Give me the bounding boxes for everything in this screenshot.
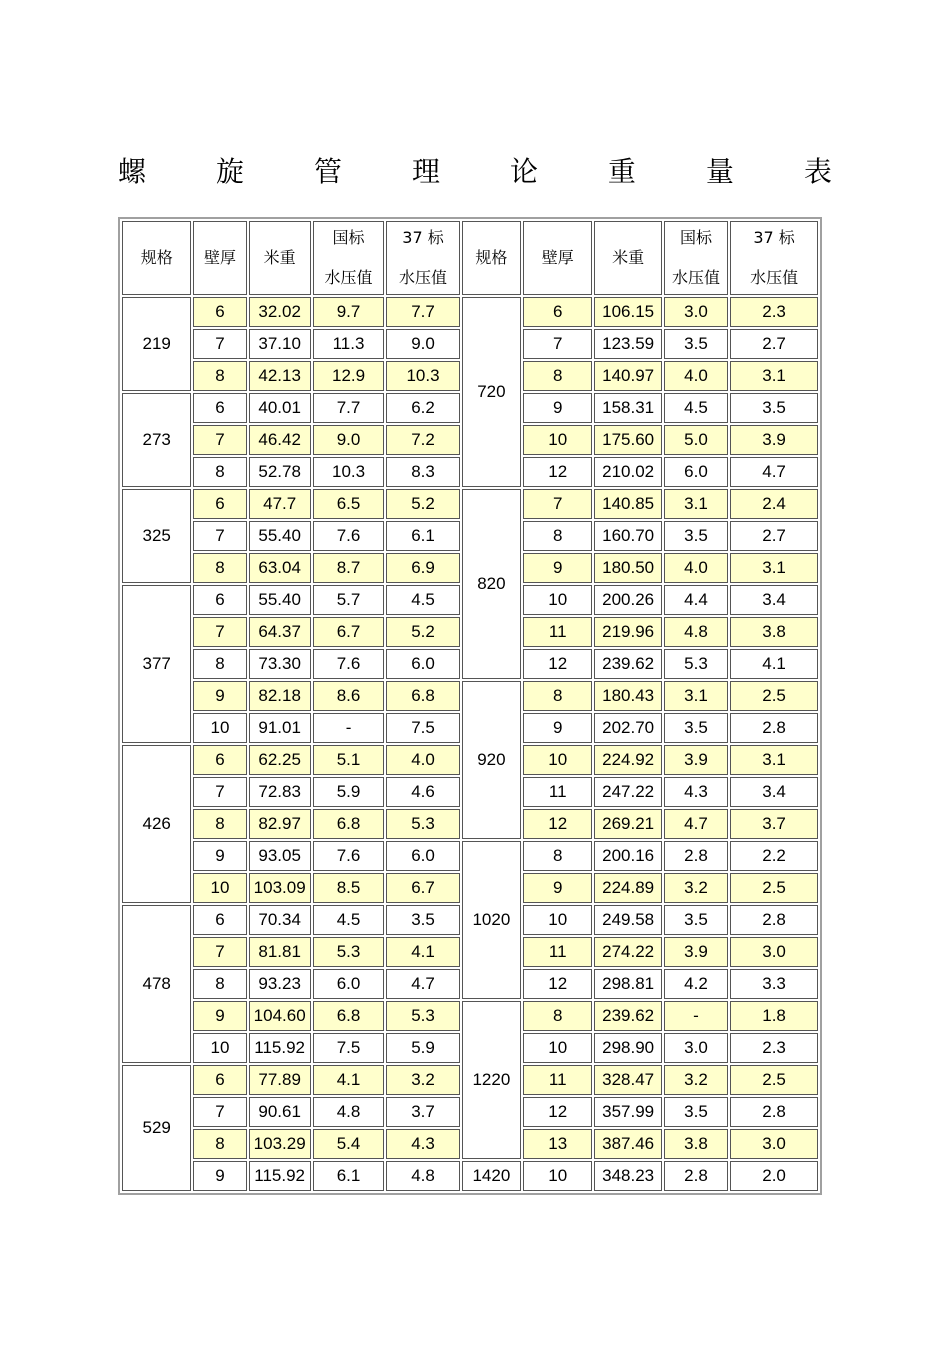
wall-thickness-cell: 11 — [523, 777, 592, 807]
std37-pressure-cell: 5.3 — [386, 809, 460, 839]
meter-weight-cell: 55.40 — [249, 521, 311, 551]
gb-pressure-cell: 2.8 — [664, 1161, 728, 1191]
gb-pressure-cell: 3.9 — [664, 937, 728, 967]
header-row — [122, 221, 818, 295]
meter-weight-cell: 219.96 — [594, 617, 661, 647]
gb-pressure-cell: 3.5 — [664, 329, 728, 359]
gb-pressure-cell: 10.3 — [313, 457, 384, 487]
std37-pressure-cell: 2.8 — [730, 713, 818, 743]
title-char: 螺 — [118, 155, 147, 188]
meter-weight-cell: 77.89 — [249, 1065, 311, 1095]
meter-weight-cell: 160.70 — [594, 521, 661, 551]
std37-pressure-cell: 3.8 — [730, 617, 818, 647]
gb-pressure-cell: 8.7 — [313, 553, 384, 583]
std37-pressure-cell: 6.8 — [386, 681, 460, 711]
header-37-pressure: 37 标 水压值 — [386, 221, 460, 295]
title-char: 管 — [313, 155, 342, 188]
meter-weight-cell: 115.92 — [249, 1161, 311, 1191]
header-spec: 规格 — [122, 221, 191, 295]
gb-pressure-cell: - — [313, 713, 384, 743]
wall-thickness-cell: 6 — [193, 489, 246, 519]
std37-pressure-cell: 4.3 — [386, 1129, 460, 1159]
std37-pressure-cell: 3.5 — [730, 393, 818, 423]
meter-weight-cell: 81.81 — [249, 937, 311, 967]
std37-pressure-cell: 4.6 — [386, 777, 460, 807]
wall-thickness-cell: 6 — [523, 297, 592, 327]
spec-cell: 377 — [122, 585, 191, 743]
gb-pressure-cell: 5.3 — [664, 649, 728, 679]
wall-thickness-cell: 7 — [193, 329, 246, 359]
meter-weight-cell: 103.29 — [249, 1129, 311, 1159]
wall-thickness-cell: 8 — [193, 1129, 246, 1159]
gb-pressure-cell: 3.0 — [664, 297, 728, 327]
wall-thickness-cell: 10 — [193, 873, 246, 903]
gb-pressure-cell: 3.2 — [664, 1065, 728, 1095]
std37-pressure-cell: 6.2 — [386, 393, 460, 423]
meter-weight-cell: 91.01 — [249, 713, 311, 743]
meter-weight-cell: 200.26 — [594, 585, 661, 615]
std37-pressure-cell: 3.1 — [730, 745, 818, 775]
meter-weight-cell: 328.47 — [594, 1065, 661, 1095]
std37-pressure-cell: 3.4 — [730, 585, 818, 615]
page-title — [118, 150, 832, 190]
std37-pressure-cell: 2.5 — [730, 1065, 818, 1095]
wall-thickness-cell: 10 — [523, 425, 592, 455]
std37-pressure-cell: 3.1 — [730, 361, 818, 391]
meter-weight-cell: 348.23 — [594, 1161, 661, 1191]
wall-thickness-cell: 7 — [193, 425, 246, 455]
header-wall-thickness: 壁厚 — [523, 221, 592, 295]
wall-thickness-cell: 10 — [523, 905, 592, 935]
wall-thickness-cell: 11 — [523, 937, 592, 967]
gb-pressure-cell: 3.0 — [664, 1033, 728, 1063]
std37-pressure-cell: 4.8 — [386, 1161, 460, 1191]
meter-weight-cell: 93.23 — [249, 969, 311, 999]
wall-thickness-cell: 6 — [193, 745, 246, 775]
std37-pressure-cell: 2.8 — [730, 905, 818, 935]
std37-pressure-cell: 4.1 — [386, 937, 460, 967]
meter-weight-cell: 104.60 — [249, 1001, 311, 1031]
std37-pressure-cell: 2.7 — [730, 521, 818, 551]
spec-cell: 1220 — [462, 1001, 521, 1159]
gb-pressure-cell: 6.1 — [313, 1161, 384, 1191]
meter-weight-cell: 46.42 — [249, 425, 311, 455]
meter-weight-cell: 239.62 — [594, 1001, 661, 1031]
gb-pressure-cell: 4.5 — [664, 393, 728, 423]
meter-weight-cell: 140.97 — [594, 361, 661, 391]
meter-weight-cell: 387.46 — [594, 1129, 661, 1159]
std37-pressure-cell: 2.8 — [730, 1097, 818, 1127]
std37-pressure-cell: 1.8 — [730, 1001, 818, 1031]
spec-cell: 478 — [122, 905, 191, 1063]
gb-pressure-cell: 3.8 — [664, 1129, 728, 1159]
gb-pressure-cell: 6.8 — [313, 809, 384, 839]
spec-cell: 720 — [462, 297, 521, 487]
std37-pressure-cell: 6.7 — [386, 873, 460, 903]
std37-pressure-cell: 3.7 — [386, 1097, 460, 1127]
std37-pressure-cell: 7.5 — [386, 713, 460, 743]
gb-pressure-cell: 4.0 — [664, 361, 728, 391]
meter-weight-cell: 123.59 — [594, 329, 661, 359]
spec-cell: 273 — [122, 393, 191, 487]
wall-thickness-cell: 11 — [523, 617, 592, 647]
meter-weight-cell: 82.97 — [249, 809, 311, 839]
std37-pressure-cell: 3.2 — [386, 1065, 460, 1095]
gb-pressure-cell: 3.1 — [664, 681, 728, 711]
gb-pressure-cell: 7.7 — [313, 393, 384, 423]
std37-pressure-cell: 9.0 — [386, 329, 460, 359]
gb-pressure-cell: 9.7 — [313, 297, 384, 327]
gb-pressure-cell: 9.0 — [313, 425, 384, 455]
meter-weight-cell: 175.60 — [594, 425, 661, 455]
wall-thickness-cell: 9 — [523, 873, 592, 903]
wall-thickness-cell: 7 — [193, 617, 246, 647]
std37-pressure-cell: 10.3 — [386, 361, 460, 391]
wall-thickness-cell: 6 — [193, 905, 246, 935]
meter-weight-cell: 72.83 — [249, 777, 311, 807]
meter-weight-cell: 180.50 — [594, 553, 661, 583]
std37-pressure-cell: 2.4 — [730, 489, 818, 519]
meter-weight-cell: 269.21 — [594, 809, 661, 839]
table-row — [122, 297, 818, 327]
wall-thickness-cell: 9 — [193, 1001, 246, 1031]
wall-thickness-cell: 8 — [193, 553, 246, 583]
wall-thickness-cell: 7 — [193, 521, 246, 551]
pipe-weight-table — [118, 217, 822, 1195]
std37-pressure-cell: 5.3 — [386, 1001, 460, 1031]
gb-pressure-cell: 7.6 — [313, 649, 384, 679]
gb-pressure-cell: 11.3 — [313, 329, 384, 359]
wall-thickness-cell: 7 — [523, 329, 592, 359]
wall-thickness-cell: 7 — [193, 777, 246, 807]
gb-pressure-cell: 6.7 — [313, 617, 384, 647]
meter-weight-cell: 249.58 — [594, 905, 661, 935]
meter-weight-cell: 158.31 — [594, 393, 661, 423]
std37-pressure-cell: 2.5 — [730, 873, 818, 903]
gb-pressure-cell: 4.2 — [664, 969, 728, 999]
title-char: 旋 — [215, 155, 244, 188]
header-meter-weight: 米重 — [594, 221, 661, 295]
wall-thickness-cell: 8 — [523, 521, 592, 551]
gb-pressure-cell: 7.6 — [313, 521, 384, 551]
gb-pressure-cell: 4.7 — [664, 809, 728, 839]
wall-thickness-cell: 7 — [193, 1097, 246, 1127]
header-37-pressure: 37 标 水压值 — [730, 221, 818, 295]
table-row — [122, 489, 818, 519]
wall-thickness-cell: 9 — [523, 713, 592, 743]
meter-weight-cell: 140.85 — [594, 489, 661, 519]
wall-thickness-cell: 13 — [523, 1129, 592, 1159]
table-row — [122, 1001, 818, 1031]
wall-thickness-cell: 8 — [523, 1001, 592, 1031]
gb-pressure-cell: 4.5 — [313, 905, 384, 935]
std37-pressure-cell: 4.7 — [386, 969, 460, 999]
meter-weight-cell: 180.43 — [594, 681, 661, 711]
gb-pressure-cell: 5.1 — [313, 745, 384, 775]
spec-cell: 820 — [462, 489, 521, 679]
std37-pressure-cell: 4.5 — [386, 585, 460, 615]
table-row — [122, 681, 818, 711]
spec-cell: 1020 — [462, 841, 521, 999]
std37-pressure-cell: 4.0 — [386, 745, 460, 775]
title-char: 论 — [509, 155, 538, 188]
meter-weight-cell: 62.25 — [249, 745, 311, 775]
gb-pressure-cell: 3.5 — [664, 1097, 728, 1127]
meter-weight-cell: 357.99 — [594, 1097, 661, 1127]
gb-pressure-cell: 8.5 — [313, 873, 384, 903]
gb-pressure-cell: 6.0 — [664, 457, 728, 487]
std37-pressure-cell: 2.7 — [730, 329, 818, 359]
wall-thickness-cell: 10 — [523, 585, 592, 615]
wall-thickness-cell: 12 — [523, 1097, 592, 1127]
gb-pressure-cell: 8.6 — [313, 681, 384, 711]
wall-thickness-cell: 8 — [523, 361, 592, 391]
wall-thickness-cell: 9 — [193, 681, 246, 711]
wall-thickness-cell: 9 — [523, 393, 592, 423]
spec-cell: 1420 — [462, 1161, 521, 1191]
gb-pressure-cell: 3.2 — [664, 873, 728, 903]
std37-pressure-cell: 2.2 — [730, 841, 818, 871]
meter-weight-cell: 239.62 — [594, 649, 661, 679]
wall-thickness-cell: 9 — [523, 553, 592, 583]
std37-pressure-cell: 3.1 — [730, 553, 818, 583]
meter-weight-cell: 210.02 — [594, 457, 661, 487]
gb-pressure-cell: 7.6 — [313, 841, 384, 871]
header-wall-thickness: 壁厚 — [193, 221, 246, 295]
std37-pressure-cell: 8.3 — [386, 457, 460, 487]
spec-cell: 529 — [122, 1065, 191, 1191]
meter-weight-cell: 224.92 — [594, 745, 661, 775]
wall-thickness-cell: 8 — [193, 649, 246, 679]
wall-thickness-cell: 8 — [523, 681, 592, 711]
meter-weight-cell: 37.10 — [249, 329, 311, 359]
std37-pressure-cell: 5.9 — [386, 1033, 460, 1063]
wall-thickness-cell: 9 — [193, 841, 246, 871]
wall-thickness-cell: 6 — [193, 393, 246, 423]
gb-pressure-cell: 2.8 — [664, 841, 728, 871]
gb-pressure-cell: 7.5 — [313, 1033, 384, 1063]
meter-weight-cell: 70.34 — [249, 905, 311, 935]
wall-thickness-cell: 10 — [523, 1033, 592, 1063]
title-char: 表 — [803, 155, 832, 188]
meter-weight-cell: 64.37 — [249, 617, 311, 647]
std37-pressure-cell: 6.0 — [386, 841, 460, 871]
header-gb-pressure: 国标 水压值 — [664, 221, 728, 295]
title-char: 理 — [411, 155, 440, 188]
gb-pressure-cell: 12.9 — [313, 361, 384, 391]
gb-pressure-cell: 4.1 — [313, 1065, 384, 1095]
gb-pressure-cell: 3.9 — [664, 745, 728, 775]
spec-cell: 920 — [462, 681, 521, 839]
meter-weight-cell: 55.40 — [249, 585, 311, 615]
gb-pressure-cell: 3.5 — [664, 905, 728, 935]
meter-weight-cell: 202.70 — [594, 713, 661, 743]
gb-pressure-cell: 4.8 — [313, 1097, 384, 1127]
std37-pressure-cell: 7.2 — [386, 425, 460, 455]
wall-thickness-cell: 12 — [523, 969, 592, 999]
std37-pressure-cell: 3.9 — [730, 425, 818, 455]
wall-thickness-cell: 8 — [193, 457, 246, 487]
std37-pressure-cell: 4.7 — [730, 457, 818, 487]
wall-thickness-cell: 12 — [523, 649, 592, 679]
meter-weight-cell: 224.89 — [594, 873, 661, 903]
meter-weight-cell: 93.05 — [249, 841, 311, 871]
table-row — [122, 1161, 818, 1191]
gb-pressure-cell: 6.8 — [313, 1001, 384, 1031]
title-char: 重 — [607, 155, 636, 188]
wall-thickness-cell: 8 — [193, 969, 246, 999]
meter-weight-cell: 63.04 — [249, 553, 311, 583]
gb-pressure-cell: 5.4 — [313, 1129, 384, 1159]
table-row — [122, 841, 818, 871]
std37-pressure-cell: 5.2 — [386, 489, 460, 519]
std37-pressure-cell: 3.0 — [730, 937, 818, 967]
wall-thickness-cell: 9 — [193, 1161, 246, 1191]
meter-weight-cell: 274.22 — [594, 937, 661, 967]
gb-pressure-cell: 4.8 — [664, 617, 728, 647]
wall-thickness-cell: 8 — [193, 809, 246, 839]
meter-weight-cell: 298.90 — [594, 1033, 661, 1063]
wall-thickness-cell: 6 — [193, 297, 246, 327]
std37-pressure-cell: 5.2 — [386, 617, 460, 647]
wall-thickness-cell: 6 — [193, 585, 246, 615]
meter-weight-cell: 40.01 — [249, 393, 311, 423]
std37-pressure-cell: 2.0 — [730, 1161, 818, 1191]
gb-pressure-cell: 5.7 — [313, 585, 384, 615]
meter-weight-cell: 47.7 — [249, 489, 311, 519]
wall-thickness-cell: 7 — [523, 489, 592, 519]
meter-weight-cell: 42.13 — [249, 361, 311, 391]
std37-pressure-cell: 3.0 — [730, 1129, 818, 1159]
gb-pressure-cell: 4.3 — [664, 777, 728, 807]
gb-pressure-cell: 5.0 — [664, 425, 728, 455]
spec-cell: 219 — [122, 297, 191, 391]
meter-weight-cell: 115.92 — [249, 1033, 311, 1063]
std37-pressure-cell: 3.4 — [730, 777, 818, 807]
spec-cell: 325 — [122, 489, 191, 583]
gb-pressure-cell: - — [664, 1001, 728, 1031]
meter-weight-cell: 200.16 — [594, 841, 661, 871]
gb-pressure-cell: 5.9 — [313, 777, 384, 807]
std37-pressure-cell: 6.0 — [386, 649, 460, 679]
meter-weight-cell: 247.22 — [594, 777, 661, 807]
title-char: 量 — [705, 155, 734, 188]
std37-pressure-cell: 6.1 — [386, 521, 460, 551]
header-spec: 规格 — [462, 221, 521, 295]
header-meter-weight: 米重 — [249, 221, 311, 295]
std37-pressure-cell: 3.3 — [730, 969, 818, 999]
std37-pressure-cell: 4.1 — [730, 649, 818, 679]
gb-pressure-cell: 5.3 — [313, 937, 384, 967]
meter-weight-cell: 73.30 — [249, 649, 311, 679]
wall-thickness-cell: 12 — [523, 457, 592, 487]
std37-pressure-cell: 2.3 — [730, 1033, 818, 1063]
meter-weight-cell: 32.02 — [249, 297, 311, 327]
std37-pressure-cell: 2.5 — [730, 681, 818, 711]
meter-weight-cell: 52.78 — [249, 457, 311, 487]
std37-pressure-cell: 3.5 — [386, 905, 460, 935]
wall-thickness-cell: 6 — [193, 1065, 246, 1095]
gb-pressure-cell: 3.5 — [664, 521, 728, 551]
std37-pressure-cell: 3.7 — [730, 809, 818, 839]
gb-pressure-cell: 6.0 — [313, 969, 384, 999]
meter-weight-cell: 103.09 — [249, 873, 311, 903]
meter-weight-cell: 90.61 — [249, 1097, 311, 1127]
wall-thickness-cell: 10 — [193, 1033, 246, 1063]
meter-weight-cell: 298.81 — [594, 969, 661, 999]
wall-thickness-cell: 11 — [523, 1065, 592, 1095]
spec-cell: 426 — [122, 745, 191, 903]
gb-pressure-cell: 6.5 — [313, 489, 384, 519]
gb-pressure-cell: 4.0 — [664, 553, 728, 583]
wall-thickness-cell: 8 — [193, 361, 246, 391]
wall-thickness-cell: 7 — [193, 937, 246, 967]
wall-thickness-cell: 12 — [523, 809, 592, 839]
wall-thickness-cell: 10 — [523, 745, 592, 775]
gb-pressure-cell: 4.4 — [664, 585, 728, 615]
std37-pressure-cell: 2.3 — [730, 297, 818, 327]
std37-pressure-cell: 7.7 — [386, 297, 460, 327]
std37-pressure-cell: 6.9 — [386, 553, 460, 583]
meter-weight-cell: 106.15 — [594, 297, 661, 327]
wall-thickness-cell: 10 — [523, 1161, 592, 1191]
meter-weight-cell: 82.18 — [249, 681, 311, 711]
wall-thickness-cell: 10 — [193, 713, 246, 743]
wall-thickness-cell: 8 — [523, 841, 592, 871]
gb-pressure-cell: 3.1 — [664, 489, 728, 519]
header-gb-pressure: 国标 水压值 — [313, 221, 384, 295]
gb-pressure-cell: 3.5 — [664, 713, 728, 743]
